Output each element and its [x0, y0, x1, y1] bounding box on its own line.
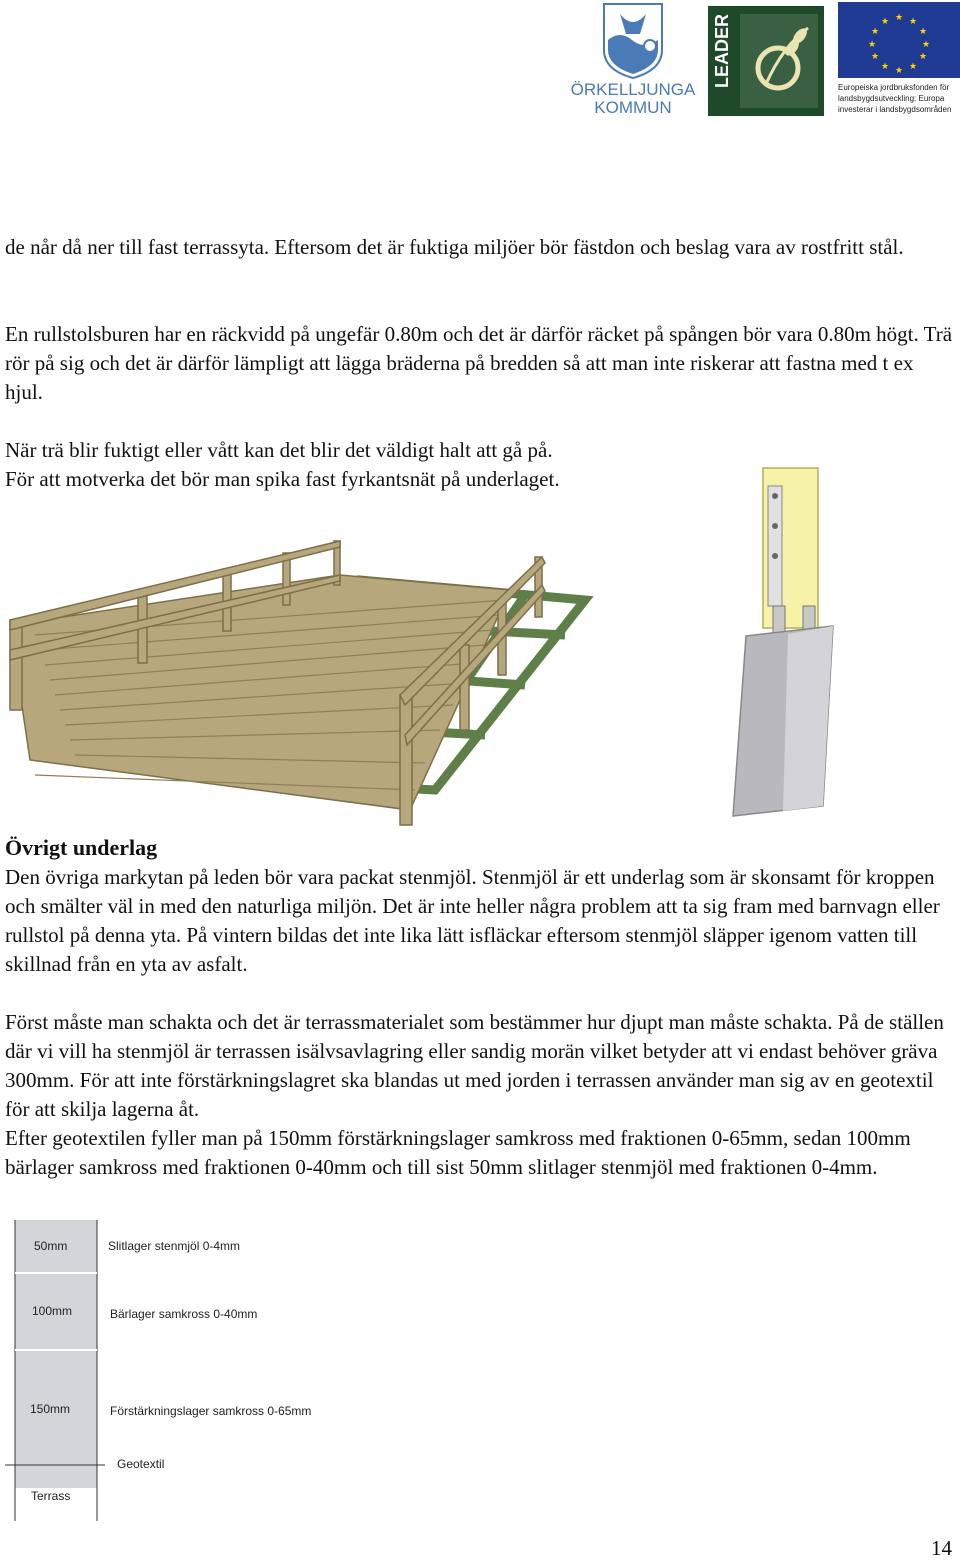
orkelljunga-logo [570, 0, 698, 120]
layer-label: Slitlager stenmjöl 0-4mm [108, 1239, 241, 1253]
paragraph-railing-height: En rullstolsburen har en räckvidd på ungefär 0.80m och det är därför räcket på spången bör vara 0.80m högt. Trä rör på sig och det är därför lämpligt att lägga bräderna på bredden så att man inte riskerar att fastna med t ex hjul. [5, 322, 953, 404]
svg-text:★: ★ [870, 27, 880, 37]
layer-cross-section [5, 1218, 425, 1523]
paragraph-slippery-line1: När trä blir fuktigt eller vått kan det blir det väldigt halt att gå på. [5, 438, 553, 462]
layer-thickness: Terrass [31, 1489, 71, 1503]
eu-flag-logo [838, 2, 960, 120]
leader-logo [708, 6, 824, 116]
paragraph-fasteners: de når då ner till fast terrassyta. Eftersom det är fuktiga miljöer bör fästdon och beslag vara av rostfritt stål. [5, 235, 904, 259]
svg-text:★: ★ [918, 27, 928, 37]
paragraph-layers: Efter geotextilen fyller man på 150mm förstärkningslager samkross med fraktionen 0-65mm, sedan 100mm bärlager samkross med fraktionen 0-40mm och till sist 50mm slitlager stenmjöl med fraktionen 0-4mm. [5, 1126, 911, 1179]
boardwalk-illustration [5, 535, 600, 830]
paragraph-excavation: Först måste man schakta och det är terrassmaterialet som bestämmer hur djupt man måste schakta. På de ställen där vi vill ha stenmjöl är terrassen isälvsavlagring eller sandig morän vilket betyder att vi endast behöver gräva 300mm. För att inte förstärkningslagret ska blandas ut med jorden i terrassen använder man sig av en geotextil för att skilja lagerna åt. [5, 1010, 944, 1121]
svg-text:★: ★ [867, 40, 877, 50]
municipality-name-line2: KOMMUN [594, 98, 672, 117]
post-anchor-illustration [728, 466, 838, 831]
layer-thickness: 100mm [32, 1304, 73, 1318]
eu-caption-line1: Europeiska jordbruksfonden för [838, 83, 950, 92]
svg-text:★: ★ [908, 17, 918, 27]
section-heading-ovrigt-underlag: Övrigt underlag [5, 835, 158, 860]
leader-text: LEADER [712, 13, 732, 88]
layer-thickness: 150mm [30, 1402, 71, 1416]
layer-thickness: 50mm [34, 1239, 68, 1253]
svg-text:★: ★ [921, 40, 931, 50]
svg-text:★: ★ [870, 52, 880, 62]
svg-text:★: ★ [880, 62, 890, 72]
layer-label: Förstärkningslager samkross 0-65mm [110, 1404, 312, 1418]
eu-caption-line3: investerar i landsbygdsområden [838, 105, 952, 114]
layer-label: Geotextil [117, 1457, 165, 1471]
svg-text:★: ★ [894, 13, 904, 23]
svg-text:★: ★ [894, 66, 904, 76]
header-logos [570, 0, 960, 125]
page-number: 14 [931, 1536, 952, 1560]
layer-row [34, 1239, 240, 1253]
eu-caption-line2: landsbygdsutveckling: Europa [838, 94, 945, 103]
svg-text:★: ★ [918, 52, 928, 62]
svg-text:★: ★ [880, 17, 890, 27]
paragraph-slippery-line2: För att motverka det bör man spika fast fyrkantsnät på underlaget. [5, 467, 560, 491]
svg-text:★: ★ [908, 62, 918, 72]
layer-label: Bärlager samkross 0-40mm [110, 1307, 258, 1321]
municipality-name-line1: ÖRKELLJUNGA [570, 80, 696, 99]
paragraph-stenmjol: Den övriga markytan på leden bör vara packat stenmjöl. Stenmjöl är ett underlag som är skonsamt för kroppen och smälter väl in med den naturliga miljön. Det är inte heller några problem att ta sig fram med barnvagn eller rullstol på denna yta. På vintern bildas det inte lika lätt isfläckar eftersom stenmjöl släpper igenom vatten till skillnad från en yta av asfalt. [5, 865, 940, 976]
